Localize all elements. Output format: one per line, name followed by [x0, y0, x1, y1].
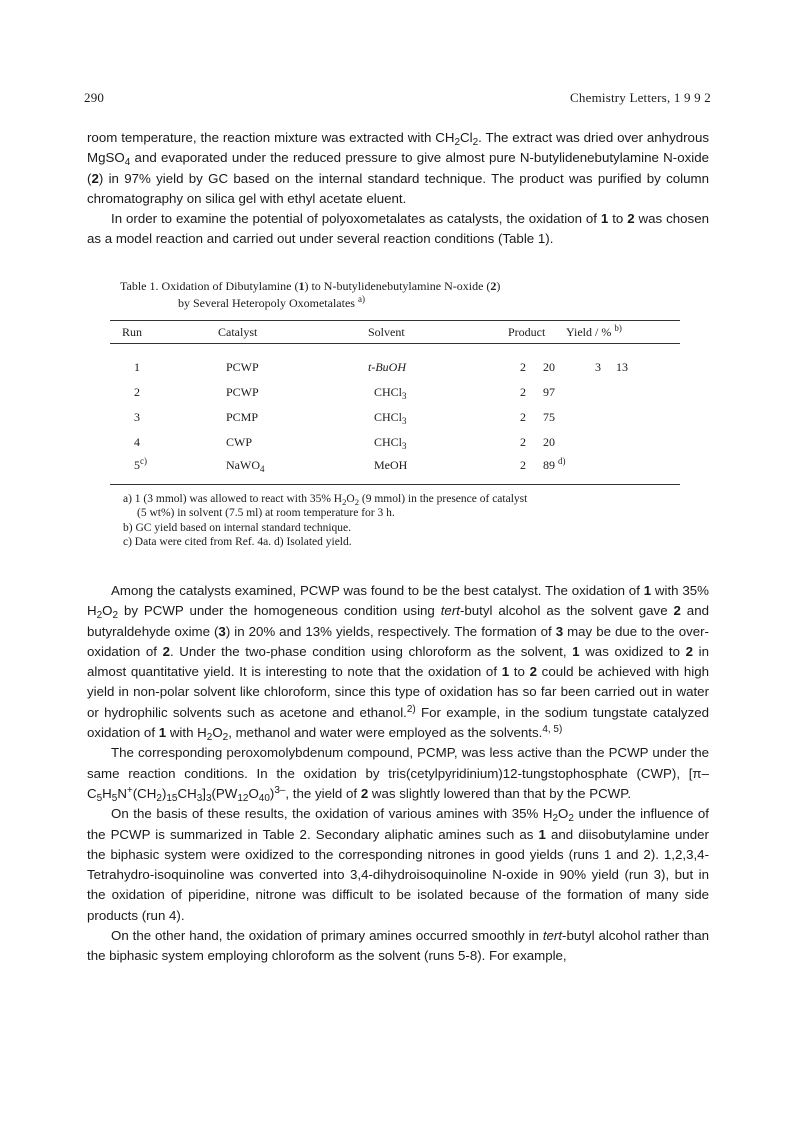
table-top-rule — [110, 320, 680, 321]
header-run: Run — [122, 325, 143, 339]
cell-solvent: MeOH — [374, 458, 408, 472]
journal-citation: Chemistry Letters, 1 9 9 2 — [570, 90, 711, 105]
table-caption-line2: by Several Heteropoly Oxometalates $^{a)}$ — [178, 294, 365, 310]
discussion-text — [87, 581, 709, 967]
cell-run: 1 — [134, 360, 140, 374]
table-bottom-rule — [110, 484, 680, 485]
cell-solvent: CHCl$_3$ — [374, 435, 407, 451]
header-yield: Yield / % $^{b)}$ — [566, 323, 622, 339]
cell-product: 2 — [520, 410, 526, 424]
cell-yield: 20 — [543, 360, 555, 374]
footnote-c-d: c) Data were cited from Ref. 4a. d) Isolated yield. — [123, 535, 352, 548]
header-catalyst: Catalyst — [218, 325, 258, 339]
table-header-rule — [110, 343, 680, 344]
cell-catalyst: CWP — [226, 435, 253, 449]
cell-solvent: t-BuOH — [368, 360, 406, 374]
paragraph-catalyst-comparison: Among the catalysts examined, PCWP was found to be the best catalyst. The oxidation of 1 with 35% $H_2O_2$ by PCWP under the homogeneous condition using tert-butyl alcohol as the solvent gave 2 and butyraldehyde oxime (3) in 20% and 13% yields, respectively. The formation of 3 may be due to the over-oxidation of 2. Under the two-phase condition using chloroform as the solvent, 1 was oxidized to 2 in almost quantitative yield. It is interesting to note that the oxidation of 1 to 2 could be achieved with high yield in non-polar solvent like chloroform, since this type of oxidation has so far been carried out in water or hydrophilic solvents such as acetone and ethanol.$^{2)}$ For example, in the sodium tungstate catalyzed oxidation of 1 with $H_2O_2$, methanol and water were employed as the solvents.$^{4, 5)}$ — [87, 583, 710, 744]
paragraph-amine-scope: On the basis of these results, the oxidation of various amines with 35% $H_2O_2$ under the influence of the PCWP is summarized in Table 2. Secondary aliphatic amines such as 1 and diisobutylamine under the biphasic system were oxidized to the corresponding nitrones in good yields (runs 1 and 2). 1,2,3,4-Tetrahydro-isoquinoline was converted into 3,4-dihydroisoquinoline N-oxide in 90% yield (run 3), but in the oxidation of piperidine, nitrone was difficult to be isolated because of the formation of many side products (run 4). — [87, 806, 709, 923]
cell-solvent: CHCl$_3$ — [374, 410, 407, 426]
cell-yield: 75 — [543, 410, 555, 424]
header-product: Product — [508, 325, 546, 339]
cell-yield: 97 — [543, 385, 555, 399]
cell-yield-secondary: 13 — [616, 360, 628, 374]
cell-solvent: CHCl$_3$ — [374, 385, 407, 401]
cell-run: 4 — [134, 435, 140, 449]
table-caption — [120, 278, 500, 312]
footnote-a-continued: (5 wt%) in solvent (7.5 ml) at room temperature for 3 h. — [137, 507, 395, 520]
intro-text — [87, 128, 709, 250]
cell-product: 2 — [520, 385, 526, 399]
paragraph-primary-amines: On the other hand, the oxidation of primary amines occurred smoothly in tert-butyl alcohol rather than the biphasic system employing chloroform as the solvent (runs 5-8). For example, — [87, 928, 709, 964]
cell-product: 2 — [520, 458, 526, 472]
cell-catalyst: PCWP — [226, 385, 259, 399]
page-number: 290 — [84, 90, 105, 105]
cell-yield: 20 — [543, 435, 555, 449]
cell-run: 2 — [134, 385, 140, 399]
cell-run: 3 — [134, 410, 140, 424]
cell-catalyst: NaWO$_4$ — [226, 458, 265, 474]
table-footnotes — [123, 492, 527, 549]
cell-catalyst: PCMP — [226, 410, 259, 424]
header-solvent: Solvent — [368, 325, 405, 339]
cell-product: 2 — [520, 360, 526, 374]
cell-product-secondary: 3 — [595, 360, 601, 374]
cell-yield: 89 $^{d)}$ — [543, 456, 566, 472]
paragraph-model-reaction: In order to examine the potential of polyoxometalates as catalysts, the oxidation of 1 to 2 was chosen as a model reaction and carried out under several reaction conditions (Table 1). — [87, 211, 709, 247]
cell-run: 5$^{c)}$ — [134, 456, 147, 472]
footnote-b: b) GC yield based on internal standard technique. — [123, 521, 352, 534]
paragraph-workup: room temperature, the reaction mixture was extracted with $CH_2Cl_2$. The extract was dried over anhydrous MgSO$_4$ and evaporated under the reduced pressure to give almost pure N-butylidenebutylamine N-oxide (2) in 97% yield by GC based on the internal standard technique. The product was purified by column chromatography on silica gel with ethyl acetate eluent. — [87, 130, 709, 206]
footnote-a: a) 1 (3 mmol) was allowed to react with 35% $H_2O_2$ (9 mmol) in the presence of catalyst — [123, 493, 528, 507]
paragraph-pcmp-cwp: The corresponding peroxomolybdenum compound, PCMP, was less active than the PCWP under the same reaction conditions. In the oxidation by tris(cetylpyridinium)12-tungstophosphate (CWP), $[\pi-C_5H_5N^+(CH_2)_{15}CH_3]_3(PW_{12}O_{40})^{3-}$, the yield of 2 was slightly lowered than that by the PCWP. — [87, 745, 709, 804]
table-caption-line1: Table 1. Oxidation of Dibutylamine (1) to N-butylidenebutylamine N-oxide (2) — [120, 279, 501, 293]
cell-catalyst: PCWP — [226, 360, 259, 374]
cell-product: 2 — [520, 435, 526, 449]
